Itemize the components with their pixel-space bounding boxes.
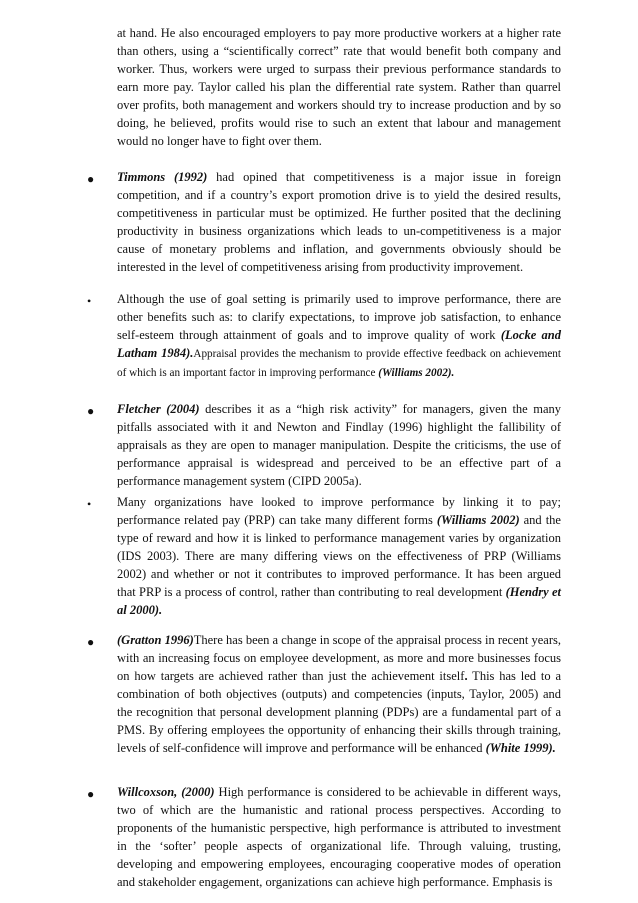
paragraph-willcoxson: [117, 783, 561, 891]
paragraph-text: and the type of reward and how it is linked to performance management varies by organization (IDS 2003). There are many differing views on the effectiveness of PRP (Williams 2002) and whether or not it contributes to improved performance. It has been argued that PRP is a process of control, rather than contributing to real development: [117, 513, 561, 599]
paragraph-text: There has been a change in scope of the appraisal process in recent years, with an increasing focus on employee development, as more and more businesses focus on how targets are achieved rather than just the achievement itself: [117, 633, 561, 683]
bullet-icon: ●: [87, 787, 95, 801]
paragraph-prp: [117, 493, 561, 619]
paragraph-text: describes it as a “high risk activity” for managers, given the many pitfalls associated with it and Newton and Findlay (1996) highlight the fallibility of appraisals as they are open to manager manipulation. Despite the criticisms, the use of performance appraisal is widespread and perceived to be an effective part of a performance management system (CIPD 2005a).: [117, 402, 561, 488]
paragraph-text: had opined that competitiveness is a major issue in foreign competition, and if a country’s export promotion drive is to yield the desired results, competitiveness in particular must be optimized. He further posited that the declining productivity in business organizations which leads to un-competitiveness is a major cause of monetary problems and inflation, and governments obviously should be interested in the level of competitiveness arising from productivity improvement.: [117, 170, 561, 274]
citation: Willcoxson, (2000): [117, 785, 215, 799]
citation: (Williams 2002).: [378, 367, 455, 379]
citation: (Hendry et al 2000).: [117, 585, 562, 617]
bullet-icon: ●: [87, 404, 95, 418]
paragraph-fletcher: [117, 400, 561, 490]
citation: (Williams 2002): [436, 513, 520, 527]
bullet-icon: •: [87, 294, 92, 308]
citation: (Locke and Latham 1984).: [117, 328, 561, 360]
paragraph-text: Appraisal provides the mechanism to provide effective feedback on achievement of which is an important factor in improving performance: [117, 348, 561, 379]
paragraph-gratton: [117, 631, 561, 757]
paragraph-goal-setting: [117, 290, 561, 382]
paragraph-text: This has led to a combination of both objectives (outputs) and competencies (inputs, Taylor, 2005) and the recognition that personal development planning (PDPs) are a fundamental part of a PMS. By offering employees the opportunity of enhancing their skills through training, levels of self-confidence will improve and performance will be enhanced: [117, 669, 562, 755]
citation: Timmons (1992): [117, 170, 208, 184]
bullet-icon: •: [87, 497, 92, 511]
bullet-icon: ●: [87, 172, 95, 186]
paragraph-text: High performance is considered to be achievable in different ways, two of which are the humanistic and rational process perspectives. According to proponents of the humanistic perspective, high performance is attributed to investment in the ‘softer’ people aspects of organizational life. Through valuing, trusting, developing and empowering employees, encouraging cooperative modes of operation and stakeholder engagement, organizations can achieve high performance. Emphasis is: [117, 785, 562, 889]
citation: (Gratton 1996): [117, 633, 194, 647]
paragraph-text: .: [464, 669, 468, 683]
citation: (White 1999).: [485, 741, 556, 755]
bullet-icon: ●: [87, 635, 95, 649]
citation: Fletcher (2004): [117, 402, 200, 416]
paragraph-text: at hand. He also encouraged employers to pay more productive workers at a higher rate than others, using a “scientifically correct” rate that would benefit both company and worker. Thus, workers were urged to surpass their previous performance standards to earn more pay. Taylor called his plan the differential rate system. Rather than quarrel over profits, both management and workers should try to increase production and by so doing, he believed, profits would rise to such an extent that labour and management would no longer have to fight over them.: [117, 26, 561, 148]
paragraph-text: Although the use of goal setting is primarily used to improve performance, there are other benefits such as: to clarify expectations, to improve job satisfaction, to enhance self-esteem through attainment of goals and to improve quality of work: [117, 292, 561, 342]
paragraph-timmons: [117, 168, 561, 276]
paragraph-taylor-continued: [117, 24, 561, 150]
paragraph-text: Many organizations have looked to improve performance by linking it to pay; performance related pay (PRP) can take many different forms: [117, 495, 561, 527]
